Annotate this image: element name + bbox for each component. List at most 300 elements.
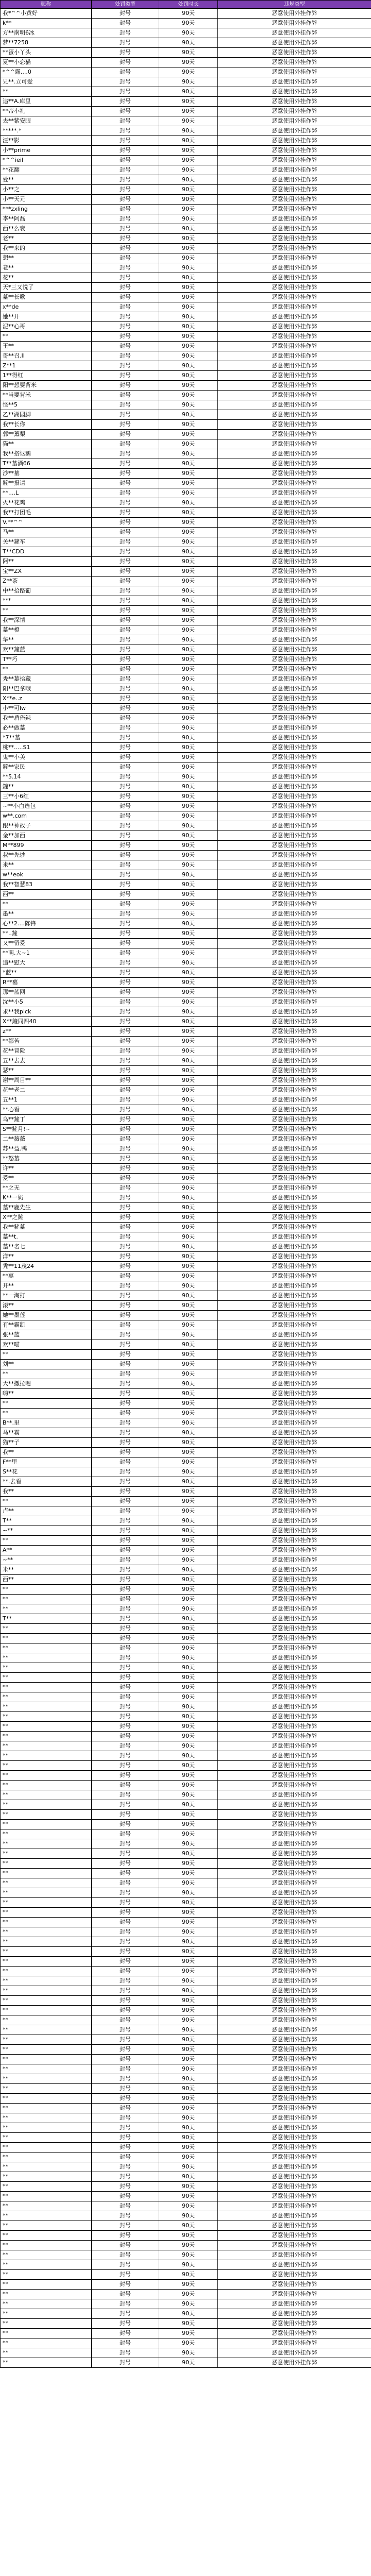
col-header-penalty-duration: 处罚时长 [159, 1, 218, 9]
violation-type-cell: 恶意使用外挂作弊 [218, 1829, 371, 1839]
nickname-cell: K**一奶 [1, 1193, 92, 1203]
penalty-duration-cell: 90天 [159, 488, 218, 498]
table-row [1, 1115, 371, 1125]
nickname-cell: **花翻 [1, 165, 92, 175]
table-row [1, 1174, 371, 1183]
penalty-type-cell: 封号 [92, 900, 159, 909]
penalty-duration-cell: 90天 [159, 126, 218, 136]
nickname-cell: **蛋小丫头 [1, 48, 92, 58]
nickname-cell: 中**拾路葡 [1, 586, 92, 596]
nickname-cell: M**899 [1, 841, 92, 851]
penalty-duration-cell: 90天 [159, 1223, 218, 1232]
nickname-cell: ***zxling [1, 205, 92, 214]
violation-type-cell: 恶意使用外挂作弊 [218, 518, 371, 528]
violation-type-cell: 恶意使用外挂作弊 [218, 1761, 371, 1771]
penalty-duration-cell: 90天 [159, 1301, 218, 1311]
violation-type-cell: 恶意使用外挂作弊 [218, 1193, 371, 1203]
violation-type-cell: 恶意使用外挂作弊 [218, 2290, 371, 2299]
penalty-duration-cell: 90天 [159, 439, 218, 449]
table-row [1, 1751, 371, 1761]
penalty-type-cell: 封号 [92, 2241, 159, 2250]
nickname-cell: ** [1, 2055, 92, 2064]
violation-type-cell: 恶意使用外挂作弊 [218, 488, 371, 498]
violation-type-cell: 恶意使用外挂作弊 [218, 557, 371, 567]
penalty-duration-cell: 90天 [159, 1350, 218, 1360]
violation-type-cell: 恶意使用外挂作弊 [218, 625, 371, 635]
penalty-type-cell: 封号 [92, 2192, 159, 2201]
violation-type-cell: 恶意使用外挂作弊 [218, 1683, 371, 1692]
penalty-type-cell: 封号 [92, 459, 159, 469]
table-row [1, 1683, 371, 1692]
violation-type-cell: 恶意使用外挂作弊 [218, 2055, 371, 2064]
penalty-type-cell: 封号 [92, 2290, 159, 2299]
penalty-duration-cell: 90天 [159, 87, 218, 97]
penalty-type-cell: 封号 [92, 1320, 159, 1330]
table-row [1, 1506, 371, 1516]
penalty-duration-cell: 90天 [159, 2290, 218, 2299]
penalty-type-cell: 封号 [92, 420, 159, 430]
violation-type-cell: 恶意使用外挂作弊 [218, 1957, 371, 1967]
penalty-type-cell: 封号 [92, 557, 159, 567]
table-row [1, 1183, 371, 1193]
penalty-type-cell: 封号 [92, 1477, 159, 1487]
nickname-cell: ** [1, 1732, 92, 1741]
nickname-cell: ** [1, 1741, 92, 1751]
table-row [1, 1859, 371, 1869]
violation-type-cell: 恶意使用外挂作弊 [218, 1516, 371, 1526]
nickname-cell: 我**搭讴鹅 [1, 449, 92, 459]
penalty-duration-cell: 90天 [159, 1918, 218, 1927]
table-row [1, 488, 371, 498]
penalty-duration-cell: 90天 [159, 577, 218, 586]
violation-type-cell: 恶意使用外挂作弊 [218, 802, 371, 811]
violation-type-cell: 恶意使用外挂作弊 [218, 351, 371, 361]
nickname-cell: 墓**橙 [1, 625, 92, 635]
penalty-duration-cell: 90天 [159, 811, 218, 821]
violation-type-cell: 恶意使用外挂作弊 [218, 391, 371, 400]
penalty-duration-cell: 90天 [159, 1546, 218, 1555]
violation-type-cell: 恶意使用外挂作弊 [218, 195, 371, 205]
violation-type-cell: 恶意使用外挂作弊 [218, 948, 371, 958]
penalty-type-cell: 封号 [92, 156, 159, 165]
penalty-duration-cell: 90天 [159, 391, 218, 400]
nickname-cell: ** [1, 1790, 92, 1800]
penalty-type-cell: 封号 [92, 1418, 159, 1428]
penalty-duration-cell: 90天 [159, 704, 218, 714]
table-row [1, 1967, 371, 1976]
penalty-type-cell: 封号 [92, 880, 159, 890]
penalty-type-cell: 封号 [92, 1683, 159, 1692]
violation-type-cell: 恶意使用外挂作弊 [218, 616, 371, 625]
nickname-cell: 阳**想要背米 [1, 381, 92, 391]
penalty-type-cell: 封号 [92, 2045, 159, 2055]
table-row [1, 665, 371, 674]
penalty-type-cell: 封号 [92, 293, 159, 302]
violation-type-cell: 恶意使用外挂作弊 [218, 1281, 371, 1291]
penalty-duration-cell: 90天 [159, 175, 218, 185]
violation-type-cell: 恶意使用外挂作弊 [218, 342, 371, 351]
penalty-type-cell: 封号 [92, 655, 159, 665]
violation-type-cell: 恶意使用外挂作弊 [218, 1115, 371, 1125]
penalty-type-cell: 封号 [92, 1311, 159, 1320]
nickname-cell: 方**南明6冰 [1, 28, 92, 38]
table-row [1, 2172, 371, 2182]
violation-type-cell: 恶意使用外挂作弊 [218, 1888, 371, 1898]
penalty-type-cell: 封号 [92, 547, 159, 557]
penalty-type-cell: 封号 [92, 1213, 159, 1223]
penalty-type-cell: 封号 [92, 1937, 159, 1947]
penalty-type-cell: 封号 [92, 596, 159, 606]
nickname-cell: ** [1, 1967, 92, 1976]
nickname-cell: ** [1, 2221, 92, 2231]
penalty-duration-cell: 90天 [159, 2329, 218, 2338]
penalty-type-cell: 封号 [92, 929, 159, 939]
nickname-cell: ** [1, 2025, 92, 2035]
table-row [1, 1095, 371, 1105]
penalty-type-cell: 封号 [92, 2309, 159, 2319]
violation-type-cell: 恶意使用外挂作弊 [218, 577, 371, 586]
nickname-cell: V.**^^ [1, 518, 92, 528]
penalty-duration-cell: 90天 [159, 156, 218, 165]
penalty-type-cell: 封号 [92, 577, 159, 586]
violation-type-cell: 恶意使用外挂作弊 [218, 792, 371, 802]
penalty-type-cell: 封号 [92, 263, 159, 273]
violation-type-cell: 恶意使用外挂作弊 [218, 1595, 371, 1604]
violation-type-cell: 恶意使用外挂作弊 [218, 1908, 371, 1918]
table-row [1, 391, 371, 400]
penalty-type-cell: 封号 [92, 116, 159, 126]
nickname-cell: 我**长你 [1, 420, 92, 430]
penalty-type-cell: 封号 [92, 1487, 159, 1497]
table-row [1, 1007, 371, 1017]
violation-type-cell: 恶意使用外挂作弊 [218, 2250, 371, 2260]
penalty-type-cell: 封号 [92, 2270, 159, 2280]
penalty-type-cell: 封号 [92, 1252, 159, 1262]
table-row [1, 1134, 371, 1144]
penalty-duration-cell: 90天 [159, 2162, 218, 2172]
penalty-type-cell: 封号 [92, 1242, 159, 1252]
table-row [1, 1125, 371, 1134]
violation-type-cell: 恶意使用外挂作弊 [218, 1673, 371, 1683]
penalty-type-cell: 封号 [92, 890, 159, 900]
penalty-type-cell: 封号 [92, 1800, 159, 1810]
penalty-type-cell: 封号 [92, 449, 159, 459]
table-row [1, 2348, 371, 2358]
nickname-cell: 墓**鹿先生 [1, 1203, 92, 1213]
violation-type-cell: 恶意使用外挂作弊 [218, 1800, 371, 1810]
table-row [1, 694, 371, 704]
violation-type-cell: 恶意使用外挂作弊 [218, 136, 371, 146]
penalty-type-cell: 封号 [92, 508, 159, 518]
nickname-cell: 王** [1, 342, 92, 351]
penalty-duration-cell: 90天 [159, 1800, 218, 1810]
penalty-duration-cell: 90天 [159, 1741, 218, 1751]
penalty-duration-cell: 90天 [159, 2358, 218, 2368]
table-row [1, 1898, 371, 1908]
nickname-cell: ** [1, 1624, 92, 1634]
table-row [1, 1389, 371, 1399]
penalty-duration-cell: 90天 [159, 1105, 218, 1115]
nickname-cell: 三**小6红 [1, 792, 92, 802]
penalty-duration-cell: 90天 [159, 684, 218, 694]
violation-type-cell: 恶意使用外挂作弊 [218, 1232, 371, 1242]
penalty-type-cell: 封号 [92, 1957, 159, 1967]
penalty-duration-cell: 90天 [159, 2309, 218, 2319]
violation-type-cell: 恶意使用外挂作弊 [218, 1878, 371, 1888]
nickname-cell: ** [1, 2123, 92, 2133]
nickname-cell: *** [1, 596, 92, 606]
table-row [1, 1918, 371, 1927]
violation-type-cell: 恶意使用外挂作弊 [218, 381, 371, 391]
nickname-cell: ** [1, 1536, 92, 1546]
penalty-duration-cell: 90天 [159, 1027, 218, 1037]
violation-type-cell: 恶意使用外挂作弊 [218, 1967, 371, 1976]
violation-type-cell: 恶意使用外挂作弊 [218, 1301, 371, 1311]
table-row [1, 9, 371, 19]
penalty-type-cell: 封号 [92, 2104, 159, 2113]
nickname-cell: ** [1, 1859, 92, 1869]
violation-type-cell: 恶意使用外挂作弊 [218, 1438, 371, 1448]
violation-type-cell: 恶意使用外挂作弊 [218, 762, 371, 772]
penalty-duration-cell: 90天 [159, 136, 218, 146]
nickname-cell: ** [1, 1663, 92, 1673]
table-row [1, 2250, 371, 2260]
nickname-cell: 张**蓝 [1, 1330, 92, 1340]
table-row [1, 1262, 371, 1272]
violation-type-cell: 恶意使用外挂作弊 [218, 1027, 371, 1037]
violation-type-cell: 恶意使用外挂作弊 [218, 1918, 371, 1927]
table-row [1, 469, 371, 479]
penalty-type-cell: 封号 [92, 2162, 159, 2172]
penalty-type-cell: 封号 [92, 253, 159, 263]
penalty-type-cell: 封号 [92, 38, 159, 48]
header-row [1, 1, 371, 9]
nickname-cell: 秃**11茂24 [1, 1262, 92, 1272]
violation-type-cell: 恶意使用外挂作弊 [218, 498, 371, 508]
table-row [1, 948, 371, 958]
penalty-duration-cell: 90天 [159, 351, 218, 361]
table-row [1, 1330, 371, 1340]
nickname-cell: ** [1, 2015, 92, 2025]
penalty-type-cell: 封号 [92, 1134, 159, 1144]
violation-type-cell: 恶意使用外挂作弊 [218, 185, 371, 195]
table-row [1, 2123, 371, 2133]
table-row [1, 1595, 371, 1604]
penalty-duration-cell: 90天 [159, 2241, 218, 2250]
penalty-type-cell: 封号 [92, 48, 159, 58]
table-row [1, 1888, 371, 1898]
nickname-cell: 欢**鏟蓝 [1, 645, 92, 655]
nickname-cell: ** [1, 665, 92, 674]
table-row [1, 1781, 371, 1790]
table-row [1, 1477, 371, 1487]
violation-type-cell: 恶意使用外挂作弊 [218, 1262, 371, 1272]
penalty-type-cell: 封号 [92, 2074, 159, 2084]
penalty-type-cell: 封号 [92, 1262, 159, 1272]
penalty-duration-cell: 90天 [159, 821, 218, 831]
penalty-duration-cell: 90天 [159, 479, 218, 488]
penalty-type-cell: 封号 [92, 195, 159, 205]
table-row [1, 1272, 371, 1281]
penalty-type-cell: 封号 [92, 1369, 159, 1379]
penalty-duration-cell: 90天 [159, 851, 218, 860]
violation-type-cell: 恶意使用外挂作弊 [218, 723, 371, 733]
penalty-duration-cell: 90天 [159, 802, 218, 811]
table-row [1, 880, 371, 890]
table-row [1, 1839, 371, 1849]
penalty-type-cell: 封号 [92, 665, 159, 674]
penalty-type-cell: 封号 [92, 165, 159, 175]
penalty-type-cell: 封号 [92, 2025, 159, 2035]
penalty-duration-cell: 90天 [159, 2153, 218, 2162]
nickname-cell: Z**茶 [1, 577, 92, 586]
penalty-duration-cell: 90天 [159, 2319, 218, 2329]
nickname-cell: 我**盾俺辣 [1, 714, 92, 723]
nickname-cell: 火**花鸡 [1, 498, 92, 508]
penalty-duration-cell: 90天 [159, 1046, 218, 1056]
nickname-cell: 大**撒拉嗯 [1, 1379, 92, 1389]
penalty-type-cell: 封号 [92, 1399, 159, 1409]
penalty-type-cell: 封号 [92, 2211, 159, 2221]
nickname-cell: ** [1, 1927, 92, 1937]
violation-type-cell: 恶意使用外挂作弊 [218, 1086, 371, 1095]
nickname-cell: 桃**.....S1 [1, 743, 92, 753]
penalty-duration-cell: 90天 [159, 1262, 218, 1272]
penalty-duration-cell: 90天 [159, 1663, 218, 1673]
penalty-type-cell: 封号 [92, 860, 159, 870]
nickname-cell: 我**来的 [1, 244, 92, 253]
table-row [1, 831, 371, 841]
nickname-cell: 老** [1, 263, 92, 273]
penalty-type-cell: 封号 [92, 2015, 159, 2025]
table-row [1, 273, 371, 283]
table-row [1, 2045, 371, 2055]
table-row [1, 1869, 371, 1878]
table-row [1, 97, 371, 107]
table-row [1, 1692, 371, 1702]
penalty-duration-cell: 90天 [159, 224, 218, 234]
penalty-duration-cell: 90天 [159, 645, 218, 655]
nickname-cell: ** [1, 1839, 92, 1849]
penalty-duration-cell: 90天 [159, 1732, 218, 1741]
violation-type-cell: 恶意使用外挂作弊 [218, 1722, 371, 1732]
table-row [1, 1291, 371, 1301]
violation-type-cell: 恶意使用外挂作弊 [218, 410, 371, 420]
penalty-duration-cell: 90天 [159, 185, 218, 195]
penalty-type-cell: 封号 [92, 1976, 159, 1986]
penalty-duration-cell: 90天 [159, 1487, 218, 1497]
penalty-duration-cell: 90天 [159, 1497, 218, 1506]
penalty-type-cell: 封号 [92, 2231, 159, 2241]
penalty-type-cell: 封号 [92, 1859, 159, 1869]
table-row [1, 997, 371, 1007]
penalty-duration-cell: 90天 [159, 2064, 218, 2074]
penalty-duration-cell: 90天 [159, 743, 218, 753]
penalty-duration-cell: 90天 [159, 283, 218, 293]
table-row [1, 1223, 371, 1232]
penalty-type-cell: 封号 [92, 1692, 159, 1702]
table-row [1, 2329, 371, 2338]
penalty-type-cell: 封号 [92, 1761, 159, 1771]
penalty-type-cell: 封号 [92, 1712, 159, 1722]
penalty-duration-cell: 90天 [159, 2094, 218, 2104]
nickname-cell: ** [1, 2329, 92, 2338]
penalty-type-cell: 封号 [92, 1350, 159, 1360]
violation-type-cell: 恶意使用外挂作弊 [218, 2182, 371, 2192]
nickname-cell: ** [1, 1712, 92, 1722]
penalty-type-cell: 封号 [92, 1927, 159, 1937]
penalty-type-cell: 封号 [92, 1575, 159, 1585]
nickname-cell: ** [1, 2006, 92, 2015]
nickname-cell: ** [1, 2094, 92, 2104]
penalty-type-cell: 封号 [92, 586, 159, 596]
penalty-duration-cell: 90天 [159, 1771, 218, 1781]
violation-type-cell: 恶意使用外挂作弊 [218, 1976, 371, 1986]
table-body [1, 9, 371, 2368]
penalty-duration-cell: 90天 [159, 2123, 218, 2133]
nickname-cell: 嗨** [1, 1389, 92, 1399]
penalty-type-cell: 封号 [92, 1722, 159, 1732]
violation-type-cell: 恶意使用外挂作弊 [218, 978, 371, 988]
penalty-type-cell: 封号 [92, 312, 159, 322]
violation-type-cell: 恶意使用外挂作弊 [218, 586, 371, 596]
table-row [1, 2270, 371, 2280]
nickname-cell: 夏**小恋猫 [1, 58, 92, 67]
penalty-type-cell: 封号 [92, 498, 159, 508]
nickname-cell: 爱** [1, 1174, 92, 1183]
penalty-duration-cell: 90天 [159, 430, 218, 439]
penalty-duration-cell: 90天 [159, 1898, 218, 1908]
penalty-type-cell: 封号 [92, 1497, 159, 1506]
penalty-type-cell: 封号 [92, 2358, 159, 2368]
nickname-cell: *^^露....0 [1, 67, 92, 77]
table-row [1, 136, 371, 146]
table-row [1, 116, 371, 126]
violation-type-cell: 恶意使用外挂作弊 [218, 2045, 371, 2055]
table-row [1, 2064, 371, 2074]
violation-type-cell: 恶意使用外挂作弊 [218, 1751, 371, 1761]
penalty-duration-cell: 90天 [159, 1692, 218, 1702]
violation-type-cell: 恶意使用外挂作弊 [218, 1781, 371, 1790]
table-row [1, 860, 371, 870]
penalty-duration-cell: 90天 [159, 958, 218, 968]
table-row [1, 1458, 371, 1467]
nickname-cell: T** [1, 1614, 92, 1624]
nickname-cell: 怪**5 [1, 400, 92, 410]
penalty-duration-cell: 90天 [159, 929, 218, 939]
penalty-duration-cell: 90天 [159, 1183, 218, 1193]
penalty-type-cell: 封号 [92, 58, 159, 67]
table-row [1, 1340, 371, 1350]
violation-type-cell: 恶意使用外挂作弊 [218, 9, 371, 19]
penalty-duration-cell: 90天 [159, 1653, 218, 1663]
violation-type-cell: 恶意使用外挂作弊 [218, 1369, 371, 1379]
penalty-type-cell: 封号 [92, 2133, 159, 2143]
penalty-duration-cell: 90天 [159, 1888, 218, 1898]
nickname-cell: ** [1, 2182, 92, 2192]
table-row [1, 2319, 371, 2329]
penalty-duration-cell: 90天 [159, 1849, 218, 1859]
table-row [1, 1849, 371, 1859]
col-header-violation-type: 违规类型 [218, 1, 371, 9]
nickname-cell: **墓 [1, 1272, 92, 1281]
penalty-duration-cell: 90天 [159, 381, 218, 391]
nickname-cell: ** [1, 2064, 92, 2074]
nickname-cell: 墓**t. [1, 1232, 92, 1242]
table-row [1, 2133, 371, 2143]
penalty-type-cell: 封号 [92, 1888, 159, 1898]
penalty-duration-cell: 90天 [159, 1761, 218, 1771]
